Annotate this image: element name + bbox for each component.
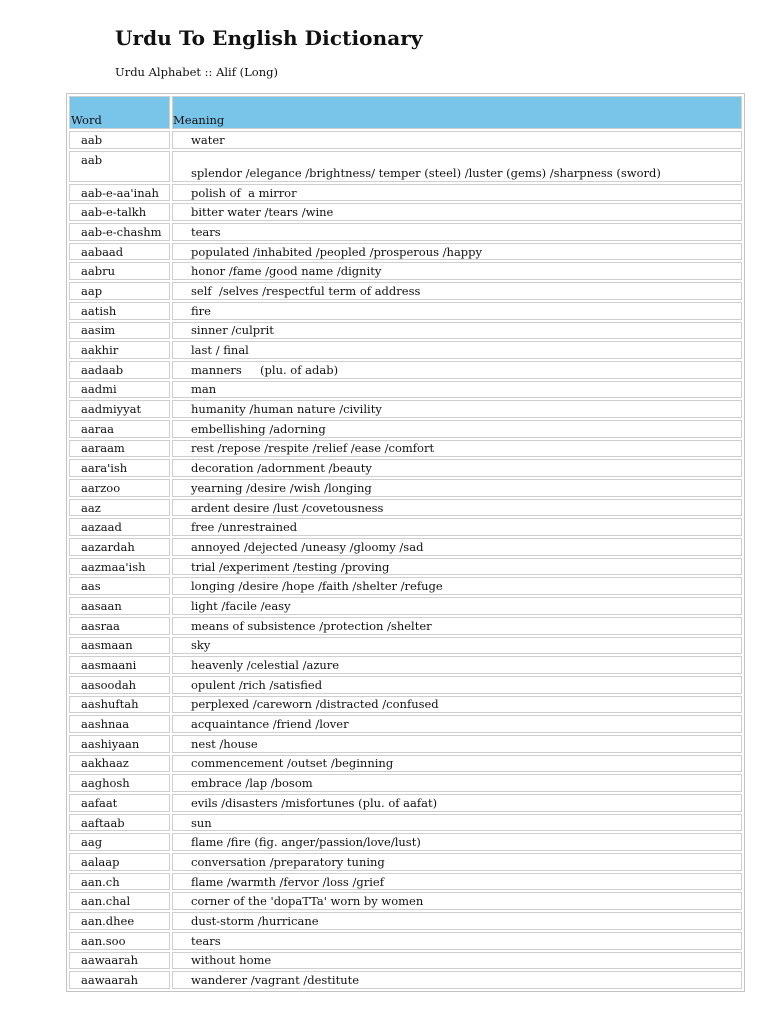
meaning-cell: corner of the 'dopaTTa' worn by women [172,892,742,910]
word-cell: aashuftah [69,696,170,714]
meaning-cell: bitter water /tears /wine [172,203,742,221]
word-cell: aab [69,151,170,182]
meaning-cell: conversation /preparatory tuning [172,853,742,871]
word-cell: aasoodah [69,676,170,694]
word-cell: aab [69,131,170,149]
table-row [69,420,742,438]
word-cell: aan.dhee [69,912,170,930]
table-row [69,243,742,261]
word-cell: aab-e-talkh [69,203,170,221]
meaning-cell: self /selves /respectful term of address [172,282,742,300]
word-cell: aas [69,577,170,595]
table-row [69,696,742,714]
table-row [69,656,742,674]
meaning-cell: embellishing /adorning [172,420,742,438]
table-row [69,833,742,851]
table-row [69,131,742,149]
column-header-meaning: Meaning [172,96,742,129]
meaning-cell: embrace /lap /bosom [172,774,742,792]
meaning-cell: sinner /culprit [172,322,742,340]
meaning-cell: yearning /desire /wish /longing [172,479,742,497]
meaning-cell: flame /fire (fig. anger/passion/love/lust) [172,833,742,851]
meaning-cell: sky [172,637,742,655]
table-row [69,912,742,930]
table-body [69,131,742,989]
word-cell: aalaap [69,853,170,871]
table-row [69,262,742,280]
word-cell: aaftaab [69,814,170,832]
dictionary-table [66,93,745,992]
table-row [69,952,742,970]
meaning-cell: manners (plu. of adab) [172,361,742,379]
column-header-word: Word [69,96,170,129]
table-row [69,597,742,615]
table-row [69,341,742,359]
meaning-cell: man [172,381,742,399]
table-row [69,518,742,536]
meaning-cell: free /unrestrained [172,518,742,536]
word-cell: aawaarah [69,952,170,970]
meaning-cell: wanderer /vagrant /destitute [172,971,742,989]
table-row [69,381,742,399]
table-row [69,223,742,241]
word-cell: aaraam [69,440,170,458]
meaning-cell: dust-storm /hurricane [172,912,742,930]
meaning-cell: tears [172,223,742,241]
table-row [69,774,742,792]
meaning-cell: opulent /rich /satisfied [172,676,742,694]
word-cell: aaz [69,499,170,517]
word-cell: aabaad [69,243,170,261]
table-row [69,302,742,320]
word-cell: aashnaa [69,715,170,733]
meaning-cell: trial /experiment /testing /proving [172,558,742,576]
meaning-cell: splendor /elegance /brightness/ temper (steel) /luster (gems) /sharpness (sword) [172,151,742,182]
table-row [69,873,742,891]
table-row [69,637,742,655]
word-cell: aazmaa'ish [69,558,170,576]
word-cell: aara'ish [69,459,170,477]
word-cell: aadmiyyat [69,400,170,418]
meaning-cell: light /facile /easy [172,597,742,615]
table-row [69,499,742,517]
table-row [69,853,742,871]
table-row [69,203,742,221]
word-cell: aazardah [69,538,170,556]
table-row [69,794,742,812]
word-cell: aazaad [69,518,170,536]
table-row [69,577,742,595]
word-cell: aasim [69,322,170,340]
meaning-cell: evils /disasters /misfortunes (plu. of aafat) [172,794,742,812]
word-cell: aan.soo [69,932,170,950]
meaning-cell: commencement /outset /beginning [172,755,742,773]
word-cell: aaraa [69,420,170,438]
page-subtitle: Urdu Alphabet :: Alif (Long) [115,65,278,79]
table-row [69,151,742,182]
table-row [69,814,742,832]
word-cell: aab-e-aa'inah [69,184,170,202]
table-row [69,459,742,477]
word-cell: aasmaani [69,656,170,674]
table-row [69,971,742,989]
word-cell: aasraa [69,617,170,635]
table-row [69,538,742,556]
meaning-cell: decoration /adornment /beauty [172,459,742,477]
word-cell: aan.ch [69,873,170,891]
meaning-cell: acquaintance /friend /lover [172,715,742,733]
meaning-cell: ardent desire /lust /covetousness [172,499,742,517]
meaning-cell: last / final [172,341,742,359]
meaning-cell: flame /warmth /fervor /loss /grief [172,873,742,891]
word-cell: aakhaaz [69,755,170,773]
meaning-cell: without home [172,952,742,970]
meaning-cell: populated /inhabited /peopled /prosperous /happy [172,243,742,261]
table-row [69,184,742,202]
meaning-cell: water [172,131,742,149]
meaning-cell: fire [172,302,742,320]
word-cell: aabru [69,262,170,280]
meaning-cell: rest /repose /respite /relief /ease /comfort [172,440,742,458]
word-cell: aap [69,282,170,300]
table-row [69,400,742,418]
table-row [69,715,742,733]
meaning-cell: heavenly /celestial /azure [172,656,742,674]
word-cell: aawaarah [69,971,170,989]
meaning-cell: humanity /human nature /civility [172,400,742,418]
meaning-cell: longing /desire /hope /faith /shelter /refuge [172,577,742,595]
word-cell: aadmi [69,381,170,399]
page-title: Urdu To English Dictionary [115,26,423,50]
word-cell: aaghosh [69,774,170,792]
word-cell: aakhir [69,341,170,359]
table-header-row [69,96,742,129]
meaning-cell: honor /fame /good name /dignity [172,262,742,280]
meaning-cell: perplexed /careworn /distracted /confused [172,696,742,714]
word-cell: aadaab [69,361,170,379]
table-row [69,440,742,458]
word-cell: aag [69,833,170,851]
word-cell: aab-e-chashm [69,223,170,241]
table-row [69,932,742,950]
word-cell: aashiyaan [69,735,170,753]
table-row [69,361,742,379]
meaning-cell: sun [172,814,742,832]
table-row [69,735,742,753]
word-cell: aafaat [69,794,170,812]
table-row [69,479,742,497]
table-row [69,558,742,576]
table-row [69,892,742,910]
table-row [69,617,742,635]
word-cell: aasmaan [69,637,170,655]
meaning-cell: annoyed /dejected /uneasy /gloomy /sad [172,538,742,556]
meaning-cell: tears [172,932,742,950]
table-row [69,755,742,773]
table-row [69,676,742,694]
table-row [69,282,742,300]
meaning-cell: means of subsistence /protection /shelter [172,617,742,635]
word-cell: aan.chal [69,892,170,910]
meaning-cell: polish of a mirror [172,184,742,202]
meaning-cell: nest /house [172,735,742,753]
table-row [69,322,742,340]
word-cell: aarzoo [69,479,170,497]
word-cell: aasaan [69,597,170,615]
word-cell: aatish [69,302,170,320]
